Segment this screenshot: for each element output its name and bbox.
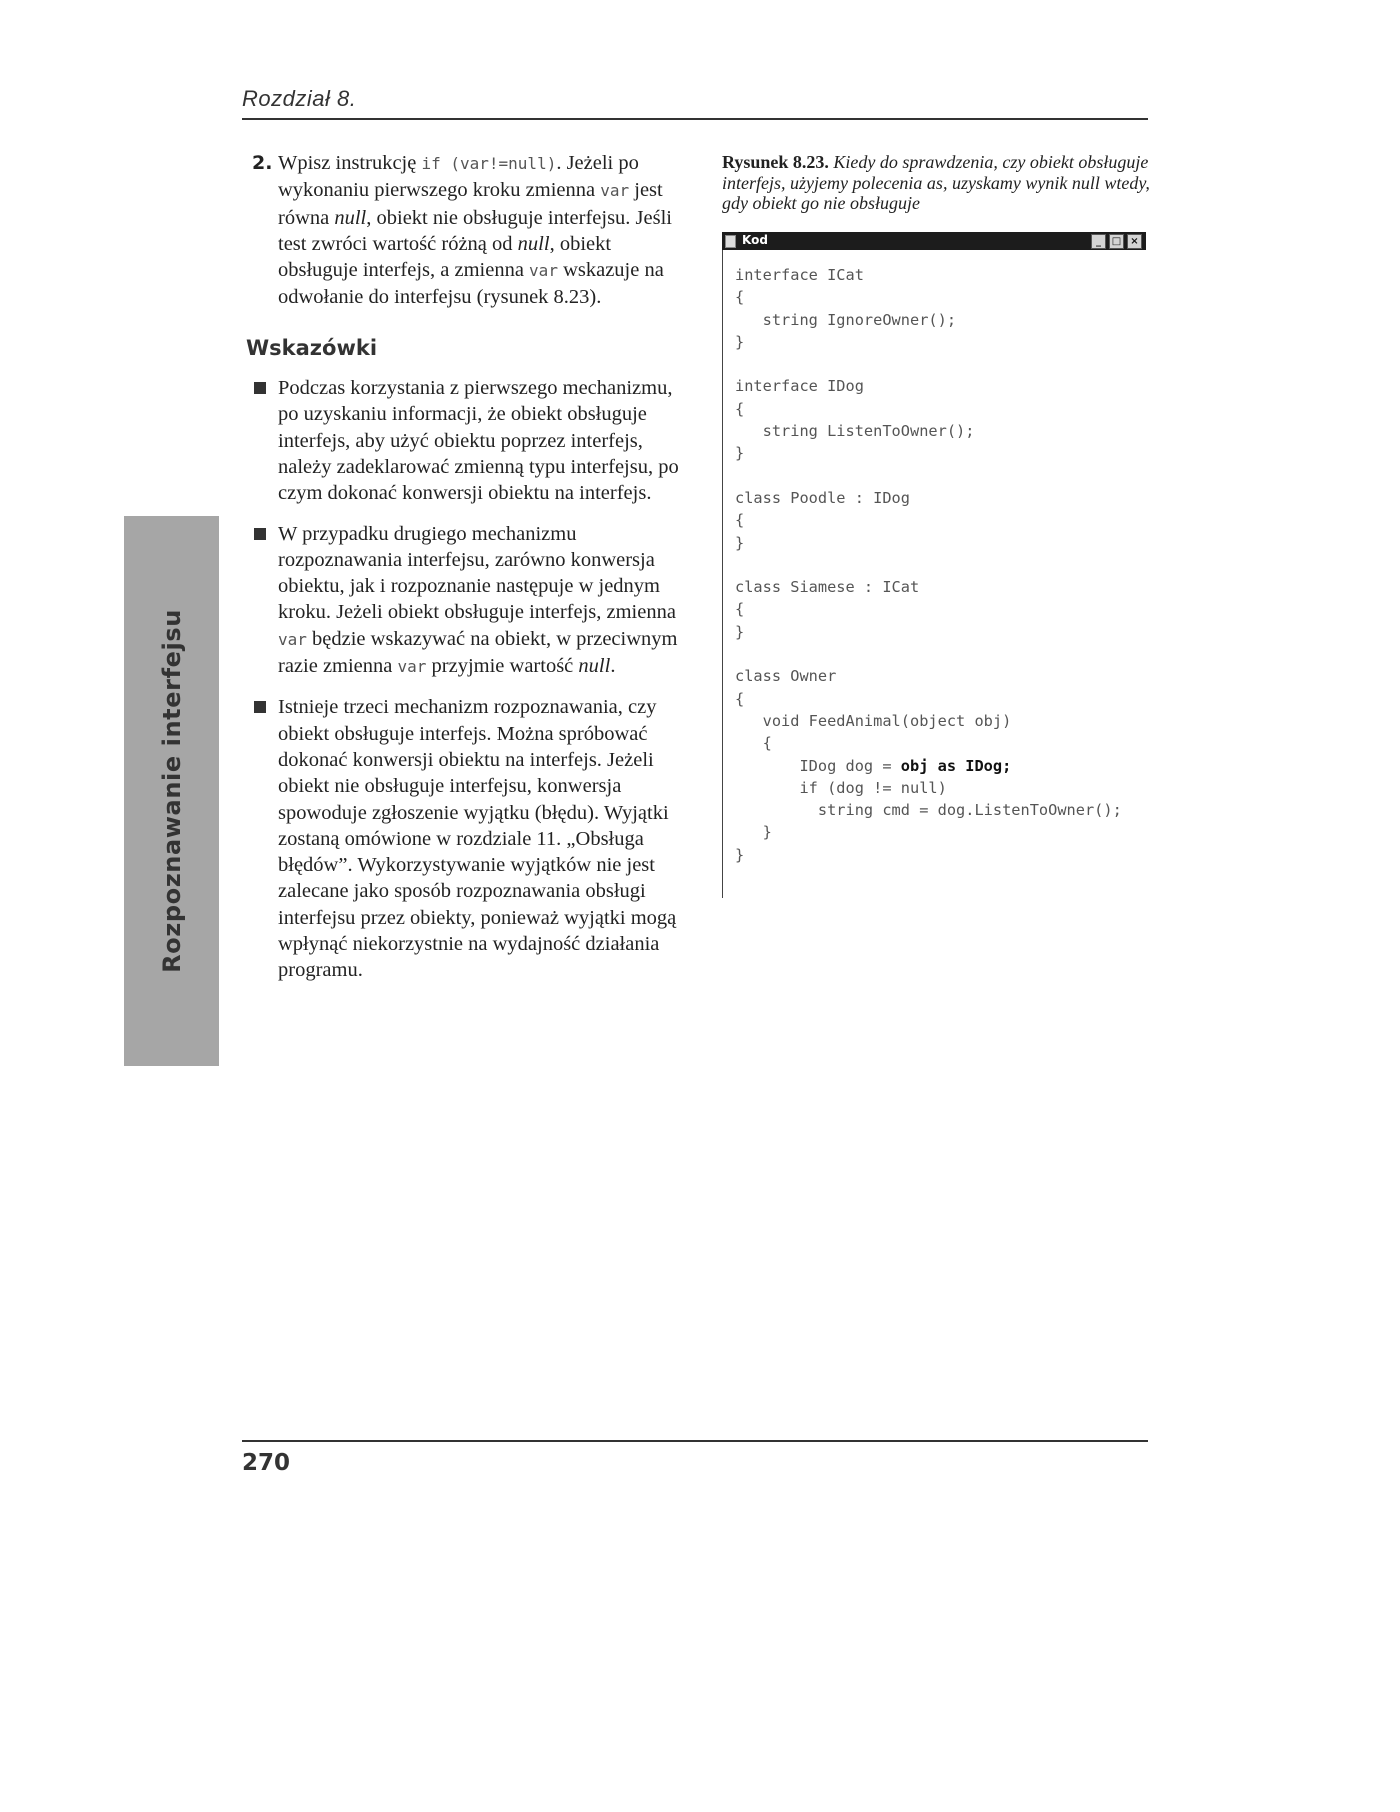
- main-text-column: [246, 150, 692, 998]
- tip-item: [246, 694, 692, 983]
- page-footer: [242, 1440, 1148, 1476]
- code-text: interface ICat { string IgnoreOwner(); } interface IDog { string ListenToOwner(); } class Poodle : IDog { } class Siamese : ICat { } class Owner { void FeedAnimal(object obj) { IDog dog =: [735, 266, 1012, 775]
- inline-code: if (var!=null): [421, 154, 557, 173]
- italic-term: null: [578, 655, 611, 678]
- close-icon: ×: [1127, 234, 1142, 249]
- side-tab-label: Rozpoznawanie interfejsu: [157, 609, 186, 973]
- inline-code: var: [278, 629, 307, 649]
- step-2: [246, 150, 692, 311]
- step-text: jest równa: [278, 179, 663, 229]
- step-text: . Jeżeli po wykonaniu pierwszego kroku zmienna: [278, 152, 639, 202]
- italic-term: null: [517, 232, 550, 255]
- tips-heading: Wskazówki: [246, 335, 378, 360]
- window-title: Kod: [742, 233, 768, 247]
- code-highlight: obj as IDog;: [900, 756, 1012, 775]
- bullet-icon: [254, 382, 266, 394]
- code-window: [722, 232, 1146, 898]
- tip-text: .: [610, 655, 616, 678]
- inline-code: var: [397, 657, 427, 677]
- italic-term: null: [334, 206, 367, 229]
- step-number: 2.: [252, 152, 273, 174]
- code-text: if (dog != null) string cmd = dog.ListenToOwner(); } }: [735, 778, 1122, 864]
- tip-text: Podczas korzystania z pierwszego mechanizmu, po uzyskaniu informacji, że obiekt obsługuje interfejs, aby użyć obiektu poprzez interfejs, należy zadeklarować zmienną typu interfejsu, po czym dokonać konwersji obiektu na interfejs.: [278, 377, 679, 505]
- page-header: [242, 86, 1148, 120]
- step-text: , obiekt nie obsługuje interfejsu. Jeśli test zwróci wartość różną od: [278, 206, 673, 255]
- page-number: 270: [242, 1450, 291, 1476]
- inline-code: var: [600, 181, 630, 201]
- figure-caption-text: Kiedy do sprawdzenia, czy obiekt obsługuje interfejs, użyjemy polecenia as, uzyskamy wynik null wtedy, gdy obiekt go nie obsługuje: [722, 152, 1150, 213]
- step-text: , obiekt obsługuje interfejs, a zmienna: [278, 232, 612, 282]
- tip-item: [246, 375, 692, 506]
- tip-text: przyjmie wartość: [426, 655, 579, 678]
- step-text: wskazuje na odwołanie do interfejsu (rysunek 8.23).: [278, 259, 664, 309]
- chapter-title: Rozdział 8.: [242, 86, 357, 111]
- step-text: Wpisz instrukcję: [278, 152, 422, 174]
- tip-text: W przypadku drugiego mechanizmu rozpoznawania interfejsu, zarówno konwersja obiektu, jak i rozpoznanie następuje w jednym kroku. Jeżeli obiekt obsługuje interfejs, zmienna: [278, 522, 676, 624]
- notepad-icon: [725, 235, 736, 248]
- side-tab: [124, 516, 219, 1066]
- code-area: [722, 250, 1146, 898]
- minimize-icon: _: [1091, 234, 1106, 249]
- figure-column: [722, 152, 1150, 864]
- window-titlebar: [722, 232, 1146, 250]
- inline-code: var: [529, 261, 558, 281]
- tip-text: Istnieje trzeci mechanizm rozpoznawania, czy obiekt obsługuje interfejs. Można spróbować dokonać konwersji obiektu na interfejs. Jeżeli obiekt nie obsługuje interfejsu, konwersja spowoduje zgłoszenie wyjątku (błędu). Wyjątki zostaną omówione w rozdziale 11. „Obsługa błędów”. Wykorzystywanie wyjątków nie jest zalecane jako sposób rozpoznawania obsługi interfejsu przez obiekty, ponieważ wyjątki mogą wpłynąć niekorzystnie na wydajność działania programu.: [278, 696, 677, 982]
- maximize-icon: □: [1109, 234, 1124, 249]
- figure-caption: [722, 152, 1150, 214]
- bullet-icon: [254, 701, 266, 713]
- tip-item: [246, 521, 692, 681]
- figure-label: Rysunek 8.23.: [722, 152, 829, 172]
- code-listing: [735, 264, 1146, 866]
- tip-text: będzie wskazywać na obiekt, w przeciwnym razie zmienna: [278, 627, 678, 678]
- bullet-icon: [254, 528, 266, 540]
